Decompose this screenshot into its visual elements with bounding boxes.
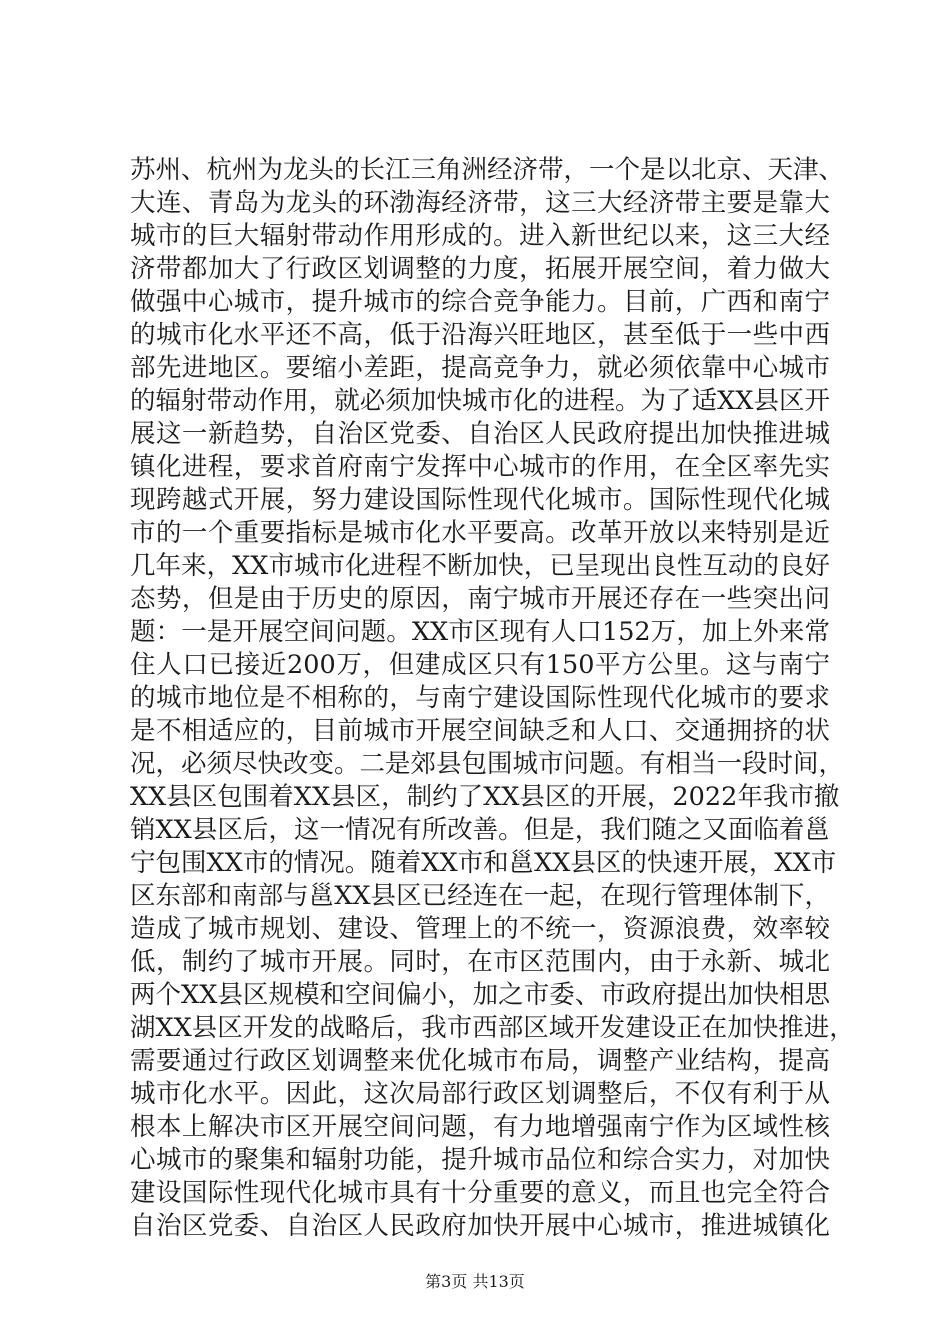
text-line: 是不相适应的，目前城市开展空间缺乏和人口、交通拥挤的状 [130, 716, 830, 746]
text-line: 两个XX县区规模和空间偏小，加之市委、市政府提出加快相思 [130, 980, 830, 1010]
text-line: 镇化进程，要求首府南宁发挥中心城市的作用，在全区率先实 [130, 452, 830, 482]
text-line: 区东部和南部与邕XX县区已经连在一起，在现行管理体制下， [130, 881, 830, 911]
text-line: 销XX县区后，这一情况有所改善。但是，我们随之又面临着邕 [130, 815, 830, 845]
text-line: 几年来，XX市城市化进程不断加快，已呈现出良性互动的良好 [130, 551, 830, 581]
text-line: 的城市地位是不相称的，与南宁建设国际性现代化城市的要求 [130, 683, 830, 713]
text-line: 的辐射带动作用，就必须加快城市化的进程。为了适XX县区开 [130, 386, 830, 416]
text-line: 况，必须尽快改变。二是郊县包围城市问题。有相当一段时间， [130, 749, 845, 779]
page-footer: 第3页 共13页 [425, 1272, 525, 1291]
text-line: 低，制约了城市开展。同时，在市区范围内，由于永新、城北 [130, 947, 830, 977]
text-line: 苏州、杭州为龙头的长江三角洲经济带，一个是以北京、天津、 [130, 155, 845, 185]
text-line: XX县区包围着XX县区，制约了XX县区的开展，2022年我市撤 [130, 782, 840, 812]
text-line: 宁包围XX市的情况。随着XX市和邕XX县区的快速开展，XX市 [130, 848, 837, 878]
text-line: 建设国际性现代化城市具有十分重要的意义，而且也完全符合 [130, 1178, 830, 1208]
text-line: 城市化水平。因此，这次局部行政区划调整后，不仅有利于从 [130, 1079, 830, 1109]
body-text [130, 154, 855, 1243]
text-line: 心城市的聚集和辐射功能，提升城市品位和综合实力，对加快 [130, 1145, 830, 1175]
text-line: 根本上解决市区开展空间问题，有力地增强南宁作为区域性核 [130, 1112, 830, 1142]
text-line: 现跨越式开展，努力建设国际性现代化城市。国际性现代化城 [130, 485, 830, 515]
text-line: 做强中心城市，提升城市的综合竞争能力。目前，广西和南宁 [130, 287, 830, 317]
text-line: 部先进地区。要缩小差距，提高竞争力，就必须依靠中心城市 [130, 353, 830, 383]
text-line: 需要通过行政区划调整来优化城市布局，调整产业结构，提高 [130, 1046, 830, 1076]
text-line: 的城市化水平还不高，低于沿海兴旺地区，甚至低于一些中西 [130, 320, 830, 350]
text-line: 城市的巨大辐射带动作用形成的。进入新世纪以来，这三大经 [130, 221, 830, 251]
text-line: 自治区党委、自治区人民政府加快开展中心城市，推进城镇化 [130, 1211, 830, 1241]
text-line: 济带都加大了行政区划调整的力度，拓展开展空间，着力做大 [130, 254, 830, 284]
text-line: 题：一是开展空间问题。XX市区现有人口152万，加上外来常 [130, 617, 830, 647]
text-line: 造成了城市规划、建设、管理上的不统一，资源浪费，效率较 [130, 914, 830, 944]
text-line: 态势，但是由于历史的原因，南宁城市开展还存在一些突出问 [130, 584, 830, 614]
text-line: 湖XX县区开发的战略后，我市西部区域开发建设正在加快推进， [130, 1013, 855, 1043]
text-line: 市的一个重要指标是城市化水平要高。改革开放以来特别是近 [130, 518, 830, 548]
text-line: 大连、青岛为龙头的环渤海经济带，这三大经济带主要是靠大 [130, 188, 830, 218]
text-line: 展这一新趋势，自治区党委、自治区人民政府提出加快推进城 [130, 419, 830, 449]
text-line: 住人口已接近200万，但建成区只有150平方公里。这与南宁 [130, 650, 830, 680]
